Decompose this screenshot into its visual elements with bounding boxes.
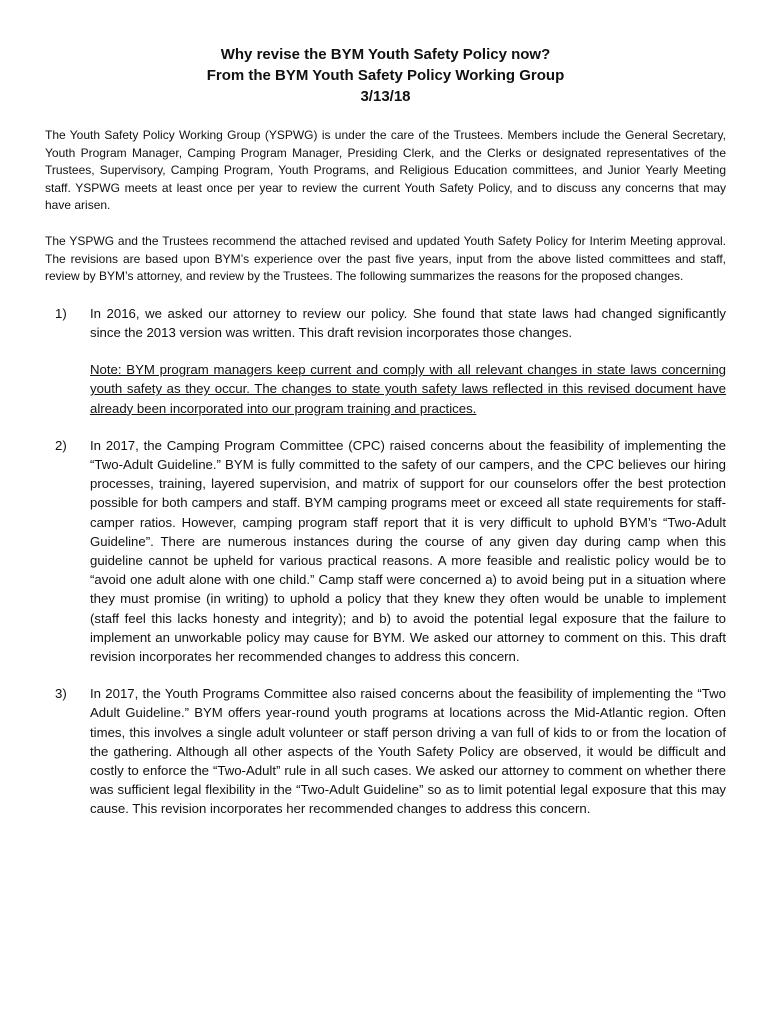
intro-paragraph-2: The YSPWG and the Trustees recommend the attached revised and updated Youth Safety Policy for Interim Meeting approval. The revisions are based upon BYM’s experience over the past five years, input from the above listed committees and staff, review by BYM’s attorney, and review by the Trustees. The following summarizes the reasons for the proposed changes.: [45, 233, 726, 284]
title-line-1: Why revise the BYM Youth Safety Policy now?: [220, 46, 551, 63]
list-item-number: 2): [55, 437, 67, 453]
title-line-2: From the BYM Youth Safety Policy Working Group: [206, 67, 565, 84]
intro-paragraph-1: The Youth Safety Policy Working Group (YSPWG) is under the care of the Trustees. Members include the General Secretary, Youth Program Manager, Camping Program Manager, Presiding Clerk, and the Clerks or designated representatives of the Trustees, Supervisory, Camping Program, Youth Programs, and Religious Education committees, and Junior Yearly Meeting staff. YSPWG meets at least once per year to review the current Youth Safety Policy, and to discuss any concerns that may have arisen.: [45, 128, 726, 213]
list-item-number: 1): [55, 305, 67, 321]
reasons-list: [45, 304, 726, 819]
list-item: [45, 436, 726, 666]
list-item: [45, 684, 726, 818]
title-date: 3/13/18: [360, 88, 411, 105]
document-page: [45, 44, 726, 837]
list-item-text: In 2017, the Camping Program Committee (CPC) raised concerns about the feasibility of implementing the “Two-Adult Guideline.” BYM is fully committed to the safety of our campers, and the CPC believes our hiring processes, training, layered supervision, and matrix of support for our counselors offer the best protection possible for both campers and staff. BYM camping programs meet or exceed all state requirements for staff-camper ratios. However, camping program staff report that it is very difficult to uphold BYM’s “Two-Adult Guideline”. There are numerous instances during the course of any given day during camp when this guideline cannot be upheld for various practical reasons. A more feasible and realistic policy would be to “avoid one adult alone with one child.” Camp staff were concerned a) to avoid being put in a situation where they must promise (in writing) to uphold a policy that they knew they often would be unable to implement (staff feel this lacks honesty and integrity); and b) to avoid the potential legal exposure that the failure to implement an unworkable policy may cause for BYM. We asked our attorney to comment on this. This draft revision incorporates her recommended changes to address this concern.: [90, 437, 726, 664]
list-item-text: In 2017, the Youth Programs Committee also raised concerns about the feasibility of implementing the “Two Adult Guideline.” BYM offers year-round youth programs at locations across the Mid-Atlantic region. Often times, this involves a single adult volunteer or staff person driving a van full of kids to or from the location of the gathering. Although all other aspects of the Youth Safety Policy are observed, it would be difficult and costly to enforce the “Two-Adult” rule in all such cases. We asked our attorney to comment on whether there was sufficient legal flexibility in the “Two-Adult Guideline” so as to limit potential legal exposure that this may cause. This revision incorporates her recommended changes to address this concern.: [90, 686, 726, 817]
list-item-text: In 2016, we asked our attorney to review our policy. She found that state laws had changed significantly since the 2013 version was written. This draft revision incorporates those changes.: [90, 305, 726, 340]
list-item: [45, 304, 726, 418]
list-item-number: 3): [55, 686, 67, 702]
document-title: [45, 44, 726, 107]
list-item-note: Note: BYM program managers keep current and comply with all relevant changes in state laws concerning youth safety as they occur. The changes to state youth safety laws reflected in this revised document have already been incorporated into our program training and practices.: [90, 362, 726, 416]
